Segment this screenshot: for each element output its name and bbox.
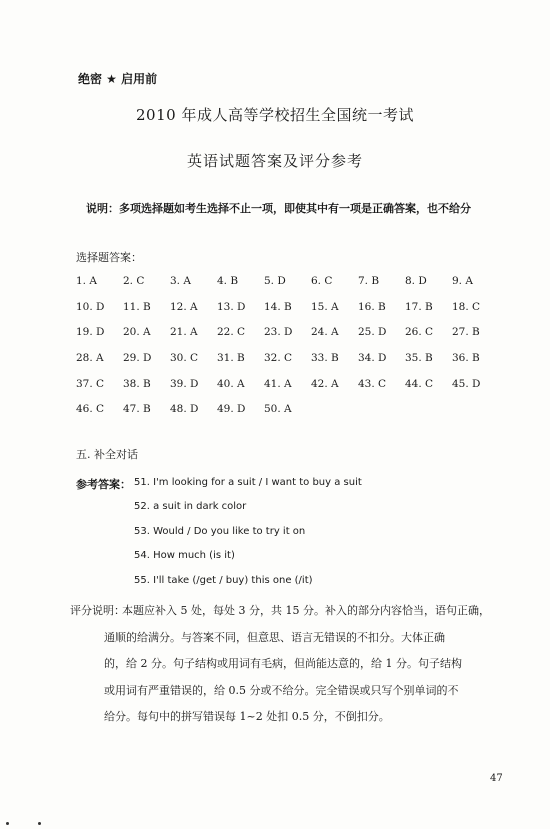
instruction-note: 说明：多项选择题如考生选择不止一项，即使其中有一项是正确答案，也不给分 (86, 202, 471, 215)
answer-item: 34. D (358, 352, 387, 365)
answer-item: 24. A (311, 326, 339, 339)
answer-item: 29. D (123, 352, 152, 365)
answer-item: 14. B (264, 300, 292, 313)
grading-line: 的，给 2 分。句子结构或用词有毛病，但尚能达意的，给 1 分。句子结构 (104, 657, 462, 670)
multiple-choice-heading: 选择题答案： (76, 251, 142, 264)
answer-item: 32. C (264, 352, 293, 365)
answer-item: 22. C (217, 326, 246, 339)
answer-item: 12. A (170, 300, 198, 313)
page-number: 47 (490, 773, 503, 784)
answer-item: 46. C (76, 403, 105, 416)
answer-item: 16. B (358, 300, 386, 313)
answer-item: 39. D (170, 377, 199, 390)
answer-item: 38. B (123, 377, 151, 390)
reference-answer-line: 54. How much (is it) (134, 550, 235, 561)
answer-item: 40. A (217, 377, 245, 390)
answer-item: 33. B (311, 352, 339, 365)
answer-item: 48. D (170, 403, 199, 416)
page-title: 2010 年成人高等学校招生全国统一考试 (136, 106, 414, 124)
answer-item: 43. C (358, 377, 387, 390)
answer-item: 25. D (358, 326, 387, 339)
answer-item: 21. A (170, 326, 198, 339)
grading-label: 评分说明： (70, 604, 125, 617)
answer-item: 10. D (76, 300, 105, 313)
reference-answer-line: 53. Would / Do you like to try it on (134, 526, 306, 537)
answer-item: 20. A (123, 326, 151, 339)
answer-item: 47. B (123, 403, 151, 416)
reference-answer-line: 51. I'm looking for a suit / I want to buy a suit (134, 477, 362, 488)
answer-item: 19. D (76, 326, 105, 339)
grading-line: 本题应补入 5 处，每处 3 分，共 15 分。补入的部分内容恰当，语句正确， (122, 604, 490, 617)
grading-line: 通顺的给满分。与答案不同，但意思、语言无错误的不扣分。大体正确 (104, 630, 445, 644)
answer-item: 28. A (76, 352, 104, 365)
grading-text (70, 598, 510, 731)
page-subtitle: 英语试题答案及评分参考 (186, 152, 363, 170)
answer-item: 17. B (405, 300, 433, 313)
answer-item: 50. A (264, 403, 292, 416)
answer-item: 37. C (76, 377, 105, 390)
reference-answer-line: 55. I'll take (/get / buy) this one (/it) (134, 575, 313, 586)
answer-item: 6. C (311, 275, 333, 287)
answer-item: 23. D (264, 326, 293, 339)
answer-item: 18. C (452, 300, 481, 313)
answer-item: 9. A (452, 275, 473, 287)
answer-item: 31. B (217, 352, 245, 365)
section-five-heading: 五. 补全对话 (76, 448, 138, 461)
reference-answer-line: 52. a suit in dark color (134, 501, 247, 512)
answer-item: 3. A (170, 275, 191, 287)
grading-line: 给分。每句中的拼写错误每 1~2 处扣 0.5 分，不倒扣分。 (104, 710, 390, 723)
answer-item: 44. C (405, 377, 434, 390)
answer-item: 49. D (217, 403, 246, 416)
answer-item: 30. C (170, 352, 199, 365)
answer-item: 36. B (452, 352, 480, 365)
answer-item: 4. B (217, 275, 239, 287)
answer-item: 13. D (217, 300, 246, 313)
scan-speck (6, 822, 9, 825)
grading-line: 或用词有严重错误的，给 0.5 分或不给分。完全错误或只写个别单词的不 (104, 683, 459, 697)
answer-item: 45. D (452, 377, 481, 390)
answer-item: 7. B (358, 275, 380, 287)
answer-item: 5. D (264, 275, 286, 287)
confidential-mark: 绝密 ★ 启用前 (78, 72, 158, 86)
answer-item: 15. A (311, 300, 339, 313)
answer-item: 2. C (123, 275, 145, 287)
answer-item: 11. B (123, 300, 151, 313)
answer-item: 41. A (264, 377, 292, 390)
answer-item: 27. B (452, 326, 480, 339)
answer-item: 1. A (76, 275, 97, 287)
answer-item: 42. A (311, 377, 339, 390)
answer-item: 8. D (405, 275, 427, 287)
scan-speck (38, 822, 41, 825)
reference-answer-label: 参考答案： (76, 478, 131, 491)
answer-item: 35. B (405, 352, 433, 365)
answer-item: 26. C (405, 326, 434, 339)
